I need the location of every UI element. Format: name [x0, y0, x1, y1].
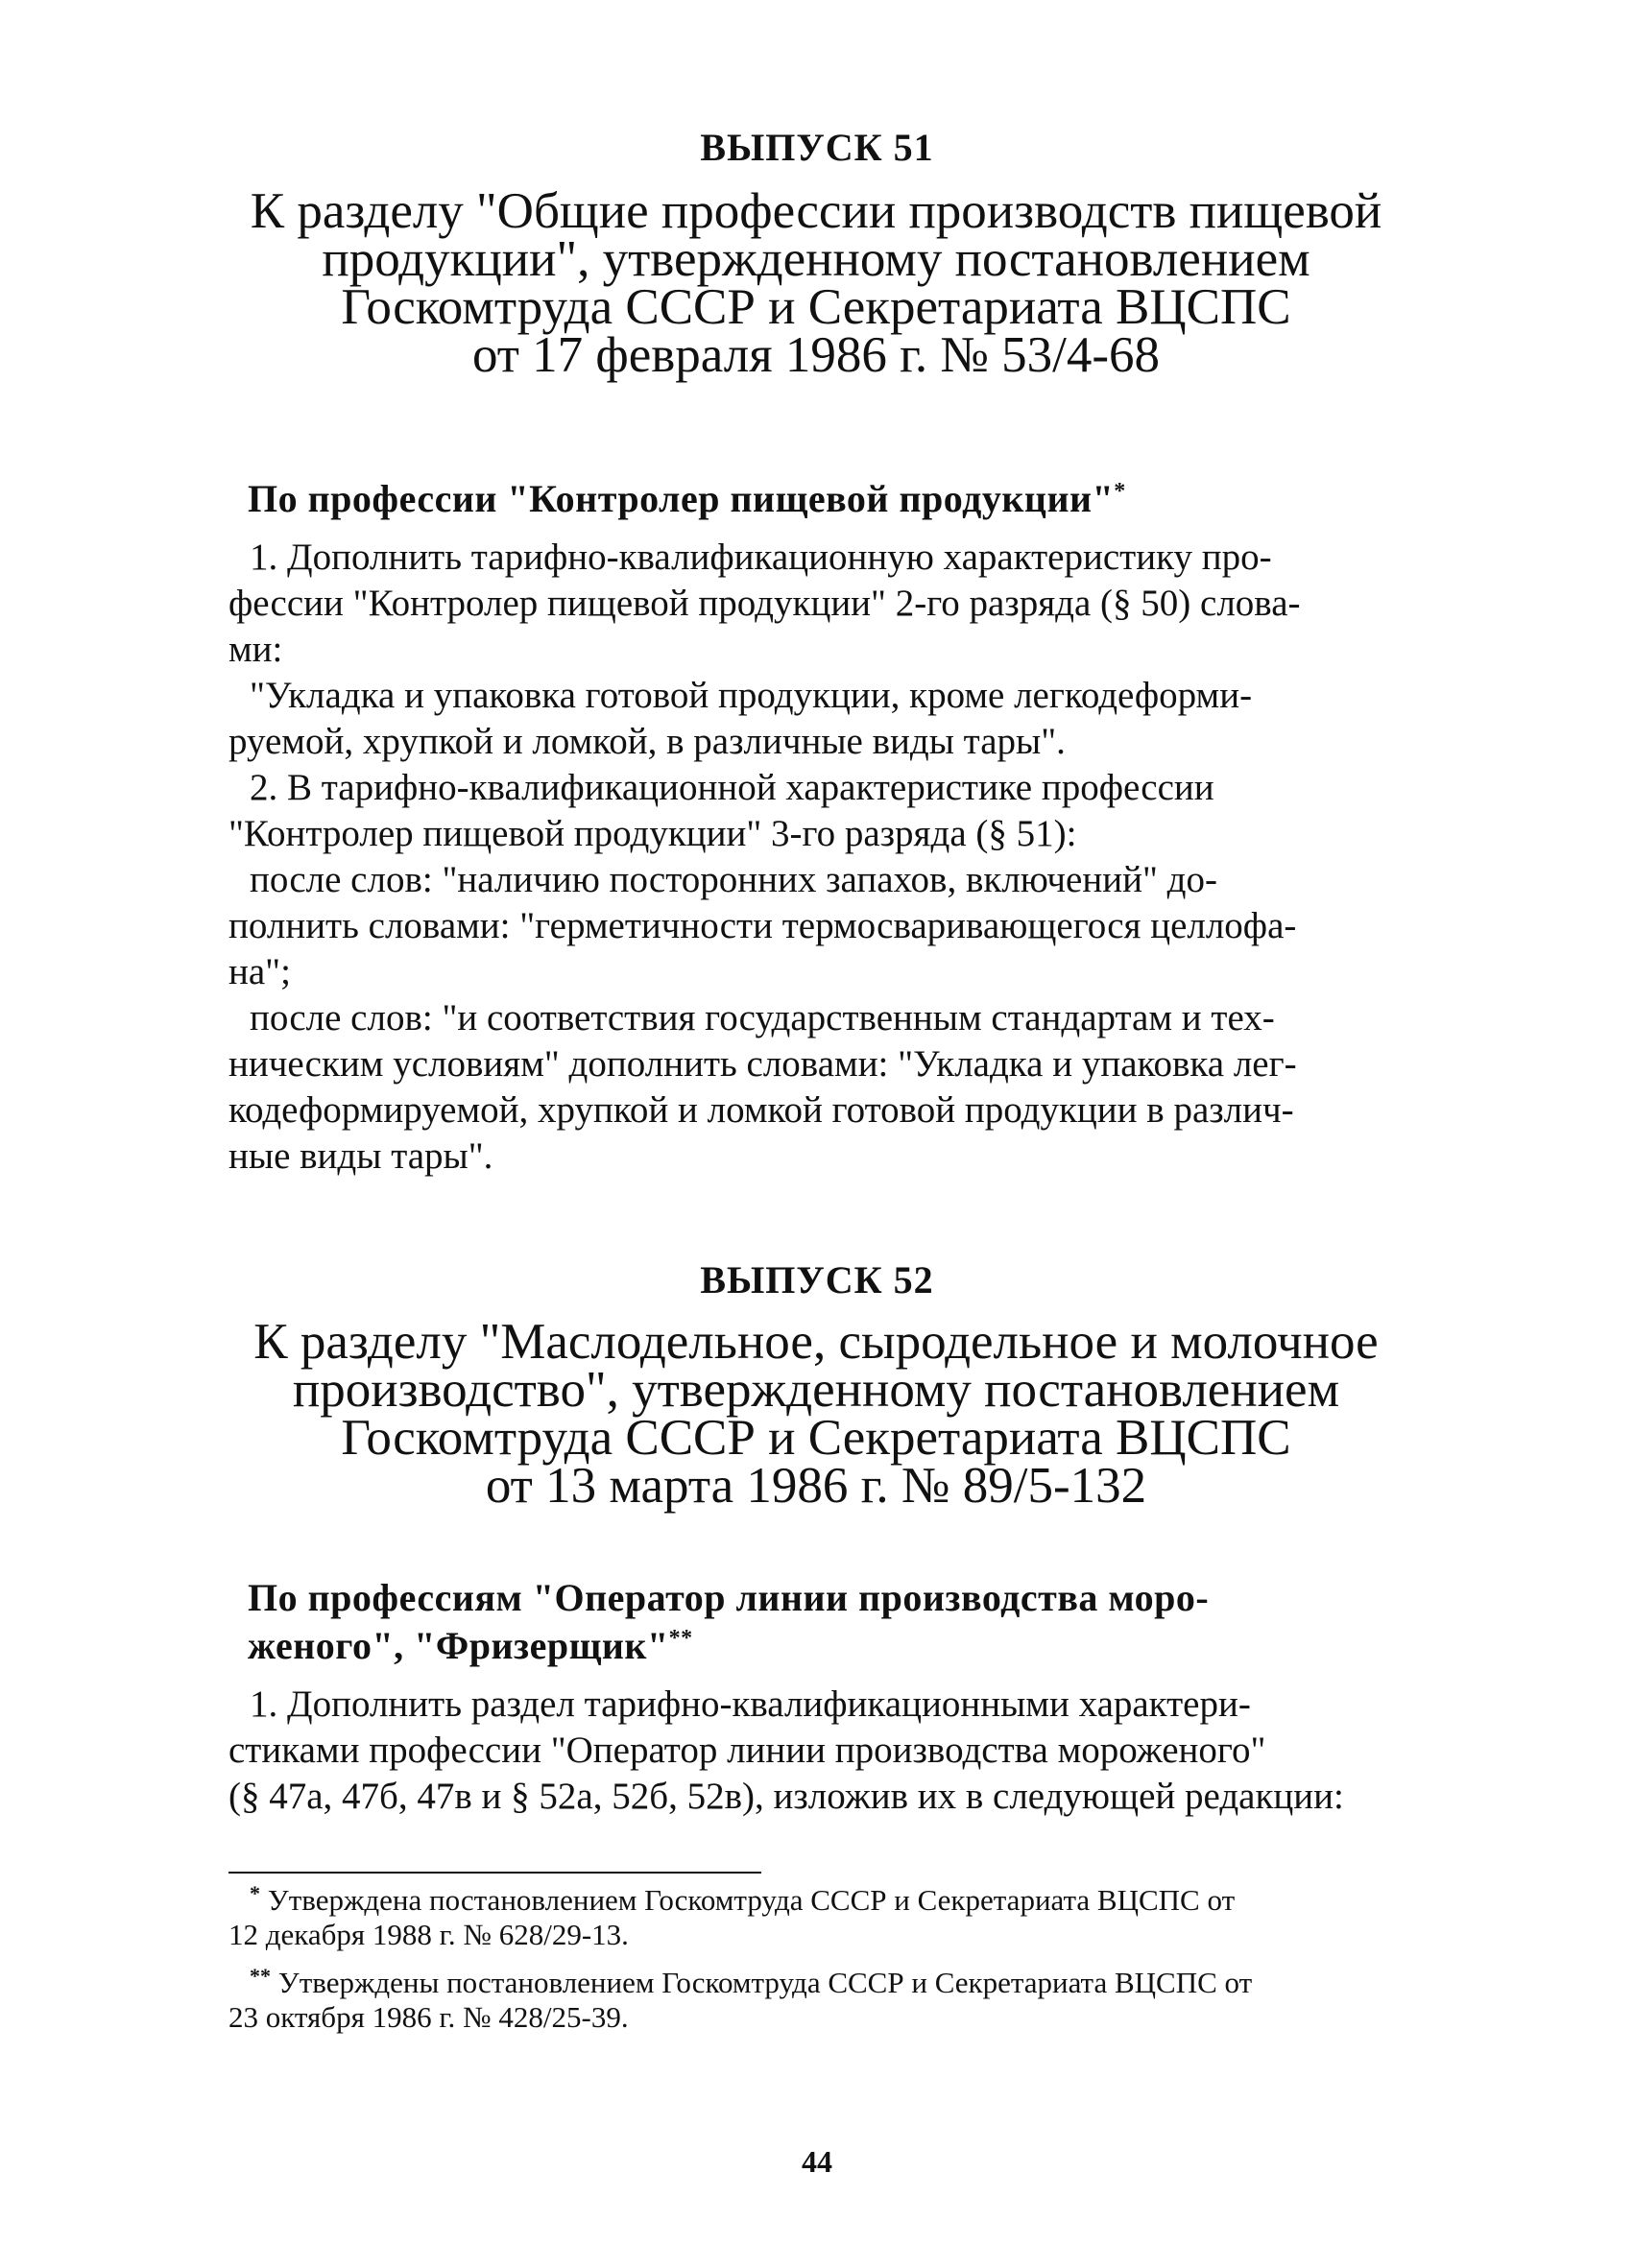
paragraph-line: фессии "Контролер пищевой продукции" 2-го разряда (§ 50) слова- — [228, 583, 1301, 624]
issue-51-profession-heading — [248, 475, 1455, 523]
heading-line: продукции", утвержденному постановлением — [322, 231, 1310, 287]
paragraph-line: на"; — [228, 951, 291, 992]
issue-51-body — [228, 535, 1455, 1180]
footnote-text: Утверждена постановлением Госкомтруда СССР и Секретариата ВЦСПС от — [267, 1883, 1236, 1917]
footnote-text: Утверждены постановлением Госкомтруда СССР и Секретариата ВЦСПС от — [277, 1966, 1253, 1999]
footnote-reference: * — [1114, 479, 1126, 504]
paragraph-line: 2. В тарифно-квалификационной характеристике профессии — [250, 767, 1214, 808]
paragraph-line: (§ 47а, 47б, 47в и § 52а, 52б, 52в), изложив их в следующей редакции: — [228, 1776, 1344, 1817]
footnote-2 — [228, 1966, 1455, 2035]
profession-heading-line: По профессиям "Оператор линии производства моро- — [248, 1576, 1210, 1619]
heading-line: производство", утвержденному постановлением — [292, 1362, 1340, 1418]
paragraph-line: 1. Дополнить раздел тарифно-квалификационными характери- — [250, 1683, 1251, 1725]
issue-52-profession-heading — [248, 1574, 1455, 1670]
page-number: 44 — [802, 2144, 832, 2179]
heading-line: от 17 февраля 1986 г. № 53/4-68 — [471, 327, 1161, 383]
heading-line: Госкомтруда СССР и Секретариата ВЦСПС — [341, 279, 1291, 335]
footnote-text: 12 декабря 1988 г. № 628/29-13. — [228, 1918, 629, 1951]
footnote-reference: ** — [668, 1626, 693, 1651]
paragraph-line: "Контролер пищевой продукции" 3-го разряда (§ 51): — [228, 813, 1077, 854]
footnote-mark: * — [250, 1881, 260, 1905]
heading-line: Госкомтруда СССР и Секретариата ВЦСПС — [341, 1410, 1291, 1466]
paragraph-line: 1. Дополнить тарифно-квалификационную характеристику про- — [250, 537, 1272, 578]
issue-52-body — [228, 1682, 1455, 1820]
paragraph-line: "Укладка и упаковка готовой продукции, кроме легкодеформи- — [250, 675, 1253, 716]
paragraph-line: ные виды тары". — [228, 1135, 493, 1177]
issue-52-title: ВЫПУСК 52 — [700, 1258, 934, 1301]
issue-51-section-heading — [240, 183, 1392, 383]
paragraph-line: после слов: "наличию посторонних запахов, включений" до- — [250, 859, 1217, 900]
footnote-1 — [228, 1883, 1455, 1952]
footnote-mark: ** — [250, 1964, 271, 1988]
paragraph-line: полнить словами: "герметичности термосваривающегося целлофа- — [228, 905, 1297, 946]
paragraph-line: кодеформируемой, хрупкой и ломкой готовой продукции в различ- — [228, 1089, 1294, 1131]
issue-51-title: ВЫПУСК 51 — [700, 126, 934, 169]
profession-heading-line: женого", "Фризерщик" — [248, 1624, 669, 1667]
footnote-divider — [228, 1872, 761, 1874]
profession-heading-text: По профессии "Контролер пищевой продукции" — [248, 477, 1115, 520]
heading-line: от 13 марта 1986 г. № 89/5-132 — [485, 1458, 1147, 1514]
issue-52-section-heading — [240, 1314, 1392, 1514]
paragraph-line: после слов: "и соответствия государственным стандартам и тех- — [250, 997, 1275, 1039]
paragraph-line: ническим условиям" дополнить словами: "Укладка и упаковка лег- — [228, 1043, 1297, 1085]
paragraph-line: руемой, хрупкой и ломкой, в различные виды тары". — [228, 721, 1066, 762]
paragraph-line: стиками профессии "Оператор линии производства мороженого" — [228, 1730, 1266, 1771]
heading-line: К разделу "Маслодельное, сыродельное и молочное — [253, 1314, 1379, 1370]
heading-line: К разделу "Общие профессии производств пищевой — [250, 183, 1382, 239]
footnote-text: 23 октября 1986 г. № 428/25-39. — [228, 2000, 629, 2034]
paragraph-line: ми: — [228, 629, 283, 670]
